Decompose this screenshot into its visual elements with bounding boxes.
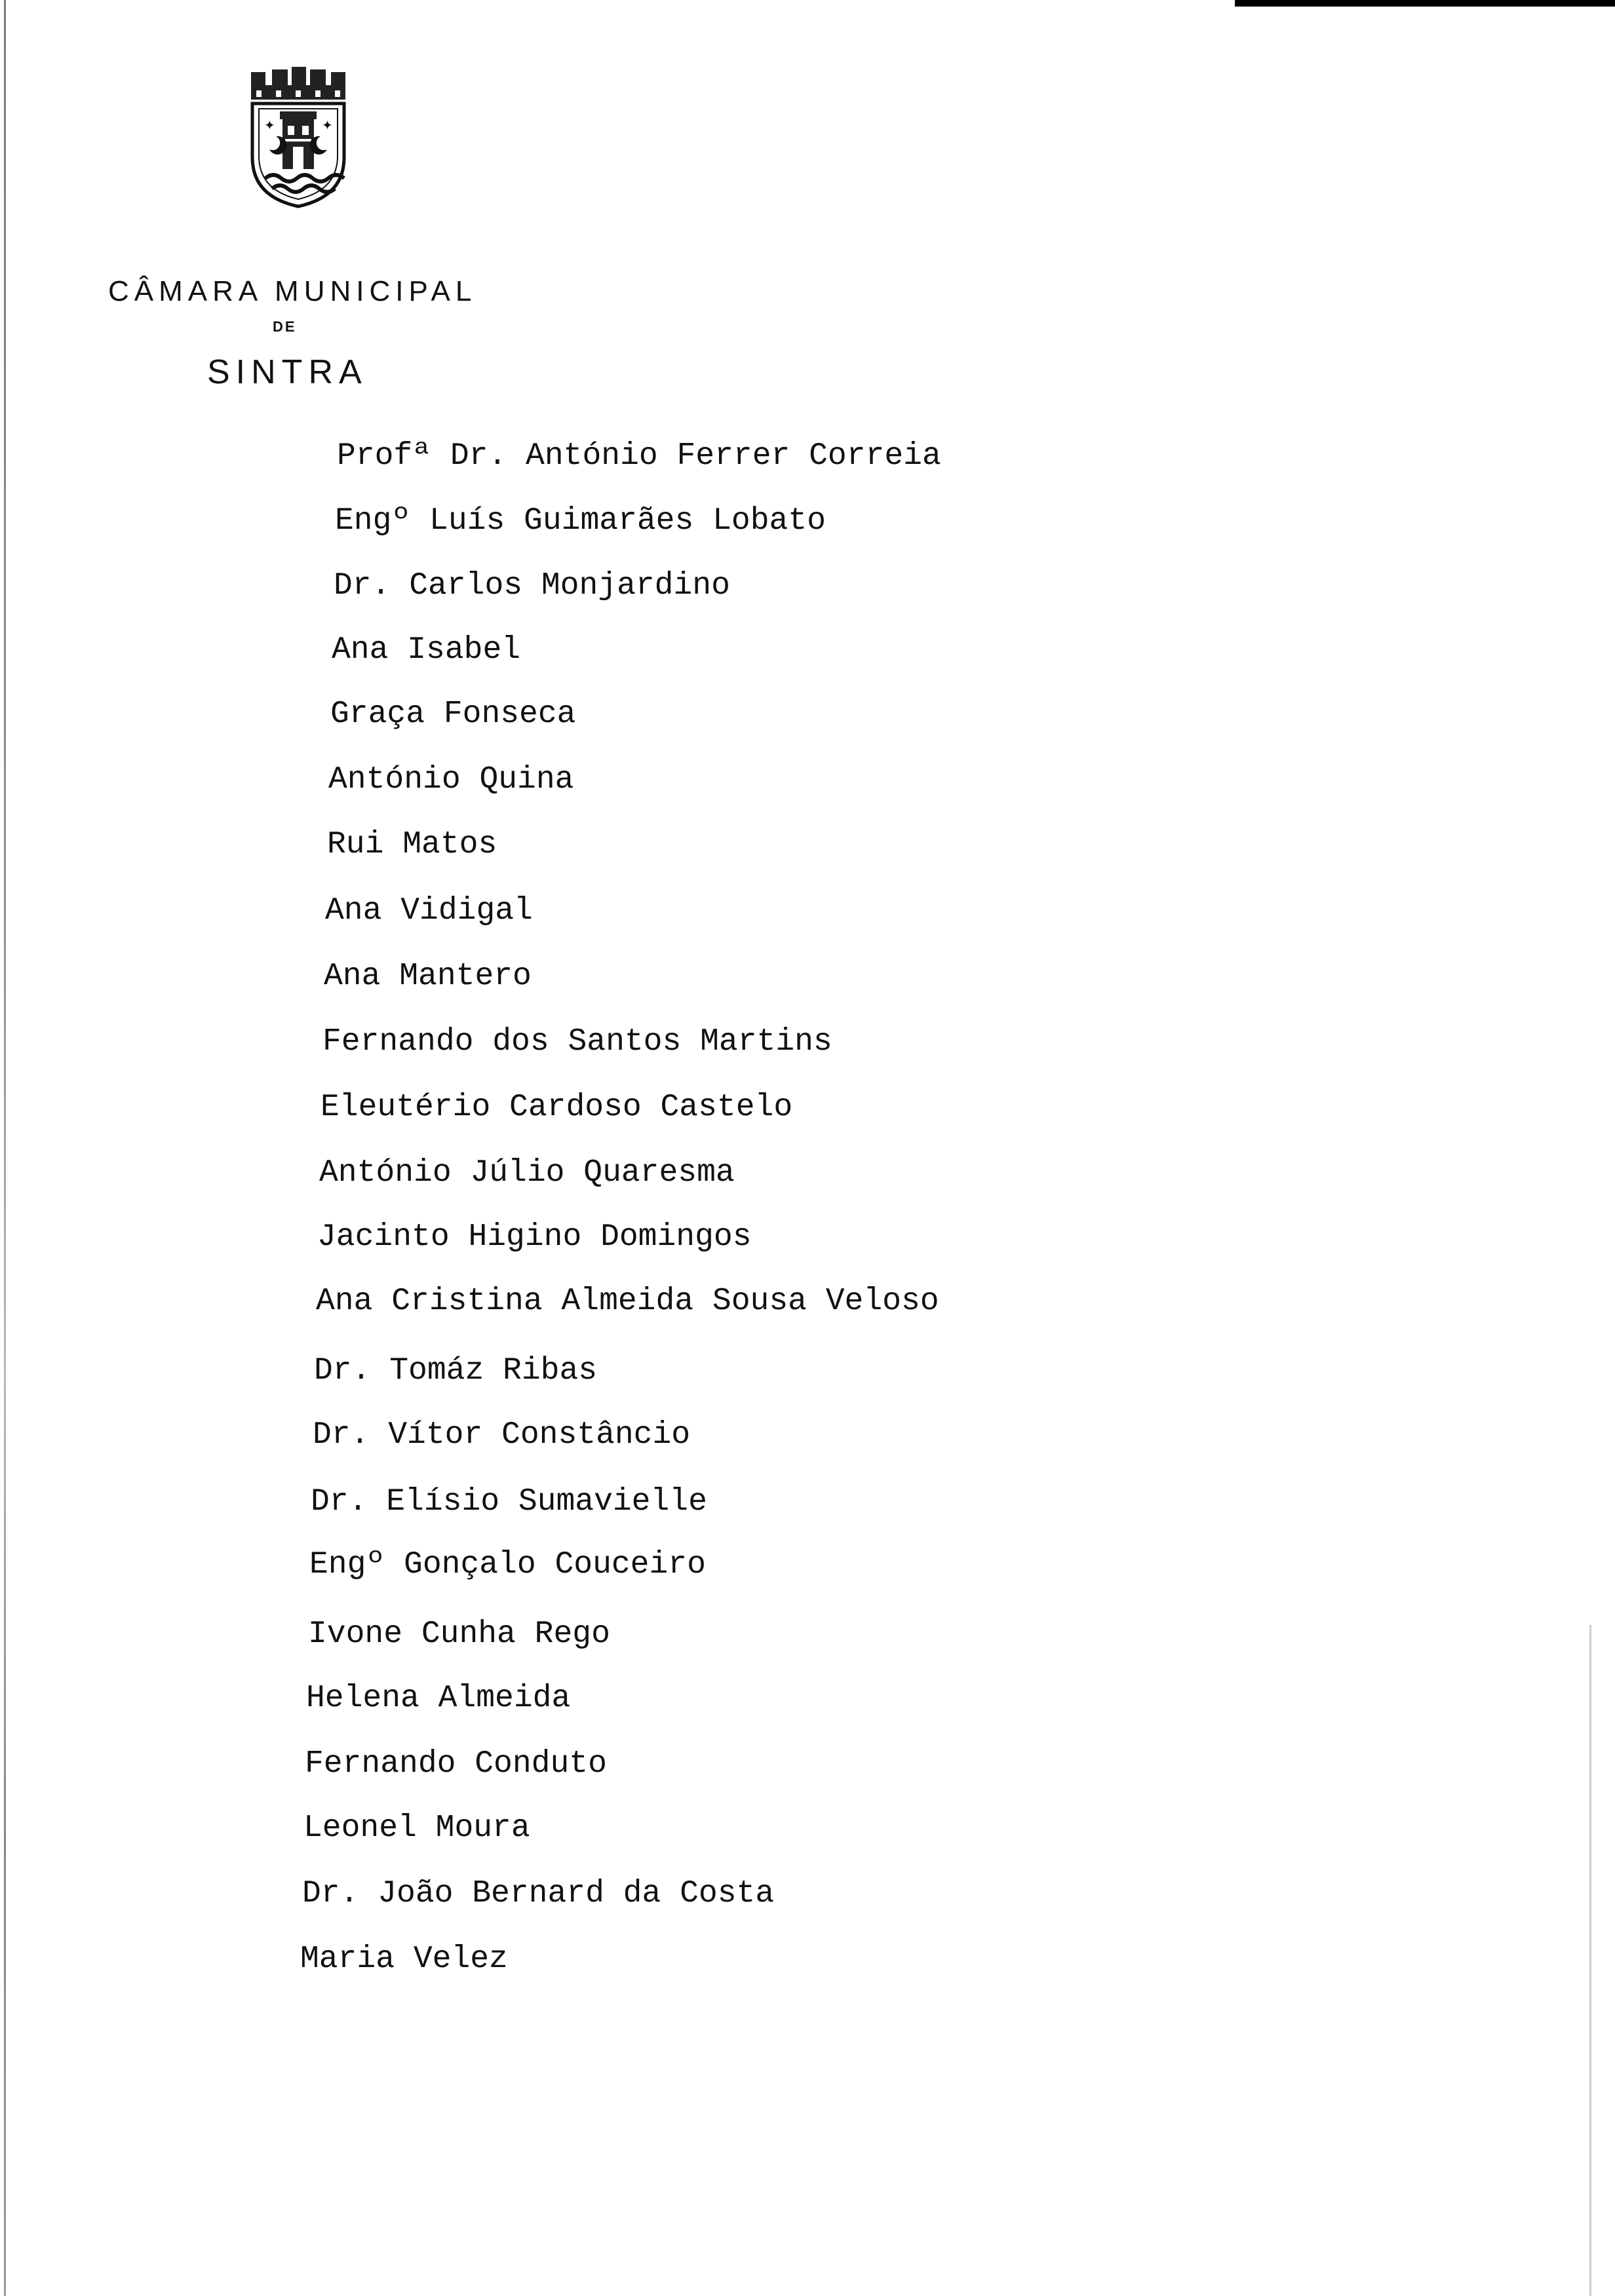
organization-connector: DE <box>273 318 297 335</box>
list-item: Ana Isabel <box>332 632 521 668</box>
list-item: Dr. Vítor Constâncio <box>313 1417 691 1453</box>
list-item: Engº Gonçalo Couceiro <box>309 1547 706 1582</box>
list-item: Rui Matos <box>327 827 497 862</box>
list-item: Dr. Tomáz Ribas <box>314 1353 598 1388</box>
list-item: António Júlio Quaresma <box>319 1155 735 1191</box>
list-item: Ana Vidigal <box>325 893 533 928</box>
list-item: Ana Mantero <box>324 959 532 994</box>
svg-text:✦: ✦ <box>264 117 275 133</box>
list-item: Leonel Moura <box>303 1810 530 1846</box>
organization-name: CÂMARA MUNICIPAL <box>108 275 477 307</box>
list-item: Dr. João Bernard da Costa <box>302 1876 775 1911</box>
list-item: Fernando dos Santos Martins <box>322 1024 832 1060</box>
list-item: Eleutério Cardoso Castelo <box>321 1090 793 1125</box>
list-item: Graça Fonseca <box>330 697 576 732</box>
list-item: Profª Dr. António Ferrer Correia <box>337 438 941 474</box>
list-item: Fernando Conduto <box>305 1746 607 1782</box>
list-item: Dr. Elísio Sumavielle <box>311 1484 707 1520</box>
list-item: Ana Cristina Almeida Sousa Veloso <box>316 1284 939 1319</box>
list-item: Helena Almeida <box>306 1681 571 1716</box>
list-item: Maria Velez <box>300 1942 508 1977</box>
organization-city: SINTRA <box>207 353 368 391</box>
list-item: António Quina <box>328 762 574 797</box>
list-item: Dr. Carlos Monjardino <box>334 568 730 603</box>
list-item: Engº Luís Guimarães Lobato <box>335 503 826 539</box>
list-item: Ivone Cunha Rego <box>308 1617 610 1652</box>
list-item: Jacinto Higino Domingos <box>317 1219 752 1255</box>
svg-text:✦: ✦ <box>322 117 333 133</box>
